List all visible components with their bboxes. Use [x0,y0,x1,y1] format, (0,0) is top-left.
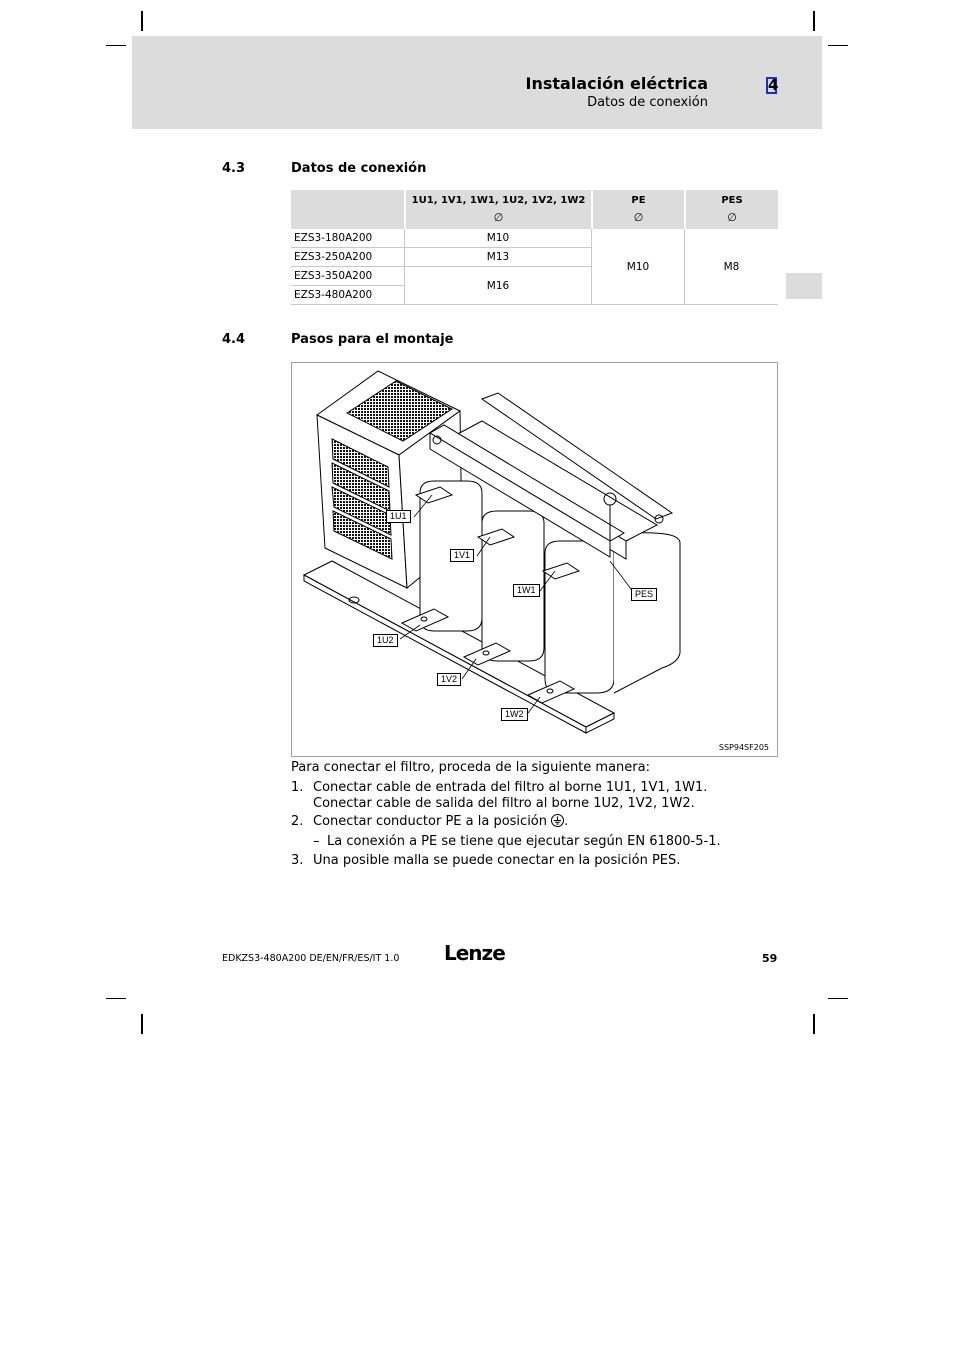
pe-value: M10 [591,229,684,305]
header-title: Instalación eléctrica [525,74,708,93]
step3-text: Una posible malla se puede conectar en la posición PES. [313,853,681,868]
crop-mark [828,45,848,46]
table-row [291,229,778,248]
crop-mark [813,1014,815,1034]
ground-icon [551,814,564,827]
step1-line1: Conectar cable de entrada del filtro al borne 1U1, 1V1, 1W1. [313,780,708,795]
label-1v1: 1V1 [450,549,474,562]
row-model: EZS3-480A200 [291,286,404,305]
table-header-pes: PES ∅ [684,190,778,229]
row-terminal: M10 [404,229,591,248]
step-number: 3. [291,853,304,868]
instructions-intro: Para conectar el filtro, proceda de la siguiente manera: [291,760,650,775]
filter-drawing [292,363,777,756]
mounting-figure [291,362,778,757]
connection-data-table [291,190,778,305]
step-number: 1. [291,780,304,795]
crop-mark [106,45,126,46]
row-model: EZS3-350A200 [291,267,404,286]
dash-bullet: – [313,834,320,849]
row-terminal: M16 [404,267,591,305]
step1-line2: Conectar cable de salida del filtro al borne 1U2, 1V2, 1W2. [313,796,695,811]
label-1u2: 1U2 [373,634,398,647]
crop-mark [106,998,126,999]
table-header-pe: PE ∅ [591,190,684,229]
section-number: 4.4 [222,332,246,347]
crop-mark [828,998,848,999]
crop-mark [141,11,143,31]
label-1v2: 1V2 [437,673,461,686]
pes-value: M8 [684,229,778,305]
step2-note: La conexión a PE se tiene que ejecutar según EN 61800-5-1. [327,834,721,849]
table-header-terminals: 1U1, 1V1, 1W1, 1U2, 1V2, 1W2 ∅ [404,190,591,229]
page-header [132,36,822,129]
step-number: 2. [291,814,304,829]
header-subtitle: Datos de conexión [587,95,708,110]
crop-mark [813,11,815,31]
step2-text: Conectar conductor PE a la posición . [313,814,569,829]
label-1w2: 1W2 [501,708,528,721]
row-terminal: M13 [404,248,591,267]
page-number: 59 [762,952,778,965]
section-title: Pasos para el montaje [291,332,454,347]
lenze-logo: Lenze [444,941,505,965]
crop-mark [141,1014,143,1034]
chapter-badge: 4 [768,76,779,94]
doc-code: EDKZS3-480A200 DE/EN/FR/ES/IT 1.0 [222,953,400,964]
section-title: Datos de conexión [291,161,427,176]
row-model: EZS3-250A200 [291,248,404,267]
figure-code: SSP94SF205 [718,743,769,752]
row-model: EZS3-180A200 [291,229,404,248]
table-header-row [291,190,778,229]
label-1u1: 1U1 [386,510,411,523]
table-header-empty [291,190,404,229]
label-pes: PES [631,588,657,601]
label-1w1: 1W1 [513,584,540,597]
section-number: 4.3 [222,161,246,176]
side-tab-marker [786,273,822,299]
